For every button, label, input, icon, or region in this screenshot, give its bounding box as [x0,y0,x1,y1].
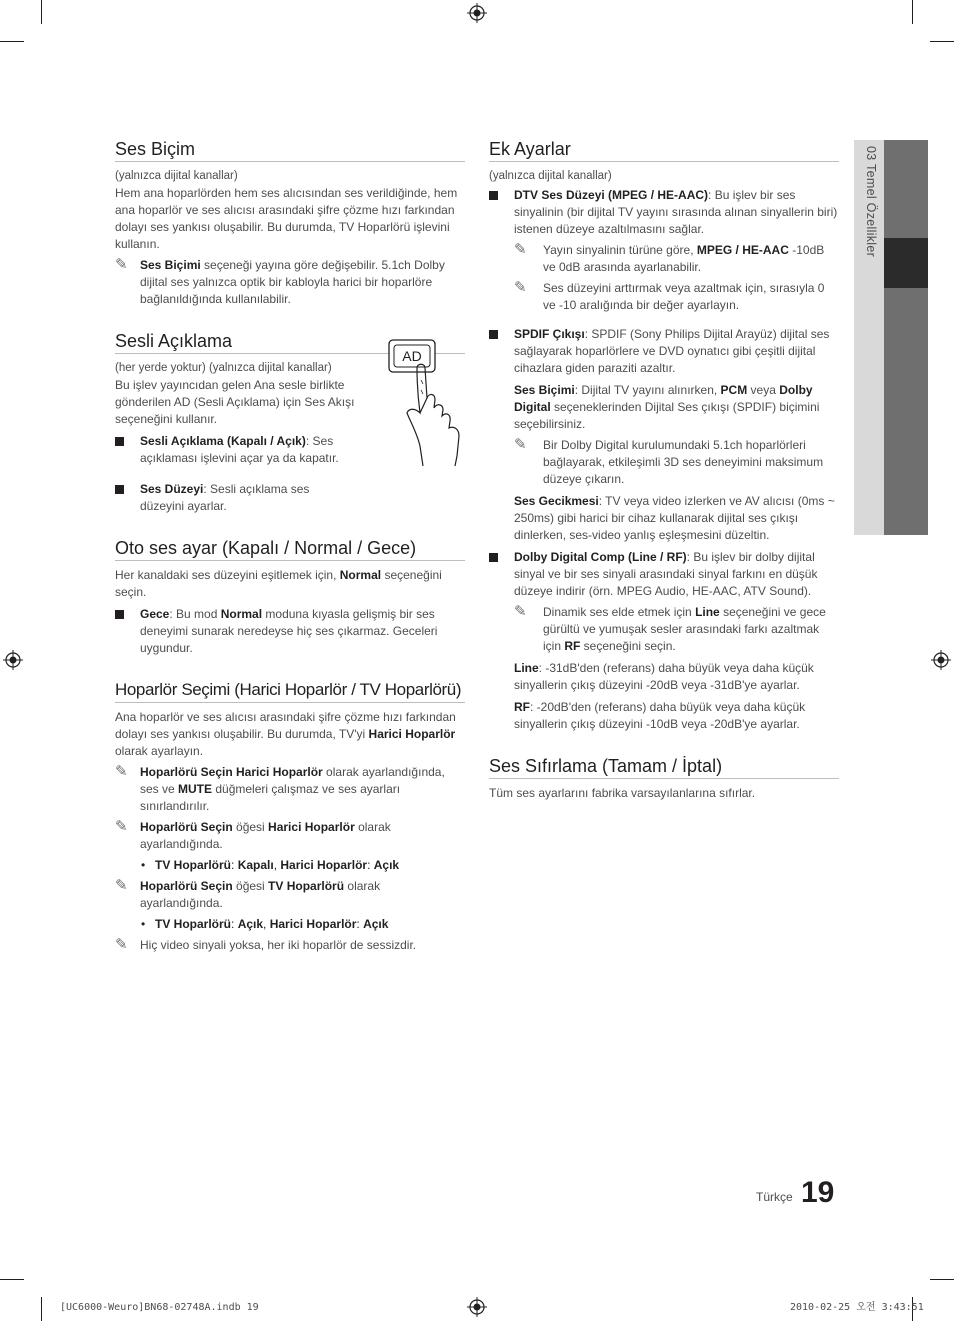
crop-mark [912,0,913,24]
bold-term: Sesli Açıklama (Kapalı / Açık) [140,434,306,448]
section-subtitle: (her yerde yoktur) (yalnızca dijital kanallar) [115,362,332,374]
square-bullet-icon [489,330,498,339]
list-item: Dolby Digital Comp (Line / RF): Bu işlev bir dolby dijital sinyal ve bir ses sinyali arasındaki sinyal farkını en düşük düzeye indirir (örn. MPEG Audio, HE-AAC, ATV Sound). [489,549,839,600]
list-item: Gece: Bu mod Normal moduna kıyasla gelişmiş bir ses deneyimi sunarak neredeyse hiç ses çıkarmaz. Geceleri uygundur. [115,606,465,657]
ad-text-block [115,377,355,515]
ad-section [115,330,465,515]
bold-term: Ses Düzeyi [140,482,204,496]
square-bullet-icon [115,437,124,446]
page-number: 19 [801,1176,835,1209]
indented-paragraph: RF: -20dB'den (referans) daha büyük veya daha küçük sinyallerin çıkış düzeyini -10dB veya -20dB'ye ayarlar. [514,700,806,731]
pencil-note-icon: ✎ [115,936,128,953]
note [115,257,465,308]
pencil-note-icon: ✎ [115,877,128,894]
paragraph: Her kanaldaki ses düzeyini eşitlemek için, Normal seçeneğini seçin. [115,568,442,599]
indented-paragraph: Line: -31dB'den (referans) daha büyük veya daha küçük sinyallerin çıkış düzeyini -20dB veya -31dB'ye ayarlar. [514,661,814,692]
section-title: Ses Sıfırlama (Tamam / İptal) [489,755,839,779]
section-subtitle: (yalnızca dijital kanallar) [115,170,238,182]
registration-mark-icon [3,650,23,670]
indented-paragraph: Ses Biçimi: Dijital TV yayını alınırken, PCM veya Dolby Digital seçeneklerinden Dijital Ses çıkışı (SPDIF) biçimini seçebilirsiniz. [514,383,820,431]
pencil-note-icon: ✎ [514,603,527,620]
note-text: seçeneği yayına göre değişebilir. 5.1ch Dolby dijital ses yalnızca optik bir kabloyla harici bir hoparlöre bağlanıldığında kullanılabilir. [140,258,445,306]
note: ✎ Ses düzeyini arttırmak veya azaltmak için, sırasıyla 0 ve -10 aralığında bir değer ayarlayın. [514,279,825,312]
pencil-note-icon: ✎ [514,241,527,258]
bullet-text: : Ses açıklaması işlevini açar ya da kapatır. [140,434,339,465]
remote-ad-button-hand-illustration [387,338,477,468]
print-slug-left: [UC6000-Weuro]BN68-02748A.indb 19 [60,1302,259,1313]
note: ✎ Hoparlörü Seçin öğesi TV Hoparlörü olarak ayarlandığında. [115,877,381,910]
note: ✎ Dinamik ses elde etmek için Line seçeneğini ve gece gürültü ve yumuşak sesler arasındaki farkı azaltmak için RF seçeneğini seçin. [514,603,826,653]
crop-mark [41,0,42,24]
left-column [115,138,465,954]
list-item: DTV Ses Düzeyi (MPEG / HE-AAC): Bu işlev bir ses sinyalinin (bir dijital TV yayını sırasında alınan sinyallerin biri) istenen düzeye azaltılmasını sağlar. [489,187,839,238]
note: ✎ Hoparlörü Seçin öğesi Harici Hoparlör olarak ayarlandığında. [115,818,391,851]
crop-mark [0,41,24,42]
section-subtitle: (yalnızca dijital kanallar) [489,170,612,182]
pencil-note-icon: ✎ [115,818,128,835]
section-title: Ses Biçim [115,138,465,162]
paragraph: Ana hoparlör ve ses alıcısı arasındaki şifre çözme hızı farkından dolayı ses yankısı oluşabilir. Bu durumda, TV'yi Harici Hoparlör olarak ayarlayın. [115,710,456,758]
side-tab-dark [884,140,928,535]
note: ✎ Bir Dolby Digital kurulumundaki 5.1ch hoparlörleri bağlayarak, etkileşimli 3D ses deneyimini maksimum düzeye çıkarın. [514,436,824,486]
crop-mark [930,1279,954,1280]
registration-mark-icon [931,650,951,670]
pencil-note-icon: ✎ [115,256,128,273]
crop-mark [930,41,954,42]
print-slug-right: 2010-02-25 오전 3:43:51 [790,1302,924,1313]
pencil-note-icon: ✎ [514,436,527,453]
square-bullet-icon [115,610,124,619]
chapter-label: 03 Temel Özellikler [864,146,878,258]
paragraph: Tüm ses ayarlarını fabrika varsayılanlarına sıfırlar. [489,786,756,800]
section-title: Oto ses ayar (Kapalı / Normal / Gece) [115,537,465,561]
side-tab-marker [884,238,928,288]
ad-button-label: AD [402,348,422,364]
chapter-side-tab [854,140,928,535]
right-column [489,138,839,802]
registration-mark-icon [467,1297,487,1317]
sub-list-item: • TV Hoparlörü: Kapalı, Harici Hoparlör: Açık [141,858,400,872]
section-title: Sesli Açıklama [115,330,465,354]
indented-paragraph: Ses Gecikmesi: TV veya video izlerken ve AV alıcısı (0ms ~ 250ms) gibi harici bir cihaz kullanarak dijital ses çıkışı dinlerken, ses-video yanlış eşleşmesini düzeltin. [514,494,835,542]
bullet-text: : Sesli açıklama ses düzeyini ayarlar. [140,482,310,513]
dot-bullet-icon: • [141,917,146,931]
square-bullet-icon [115,485,124,494]
dot-bullet-icon: • [141,858,146,872]
list-item [115,433,355,467]
section-title: Ek Ayarlar [489,138,839,162]
section-title: Hoparlör Seçimi (Harici Hoparlör / TV Hoparlörü) [115,679,465,703]
pencil-note-icon: ✎ [115,763,128,780]
footer-language: Türkçe [756,1190,793,1204]
note: ✎ Hoparlörü Seçin Harici Hoparlör olarak ayarlandığında, ses ve MUTE düğmeleri çalışmaz ve ses ayarları sınırlandırılır. [115,763,445,813]
registration-mark-icon [467,3,487,23]
crop-mark [0,1279,24,1280]
sub-list-item: • TV Hoparlörü: Açık, Harici Hoparlör: Açık [141,917,389,931]
crop-mark [41,1297,42,1321]
square-bullet-icon [489,191,498,200]
note: ✎ Yayın sinyalinin türüne göre, MPEG / HE-AAC -10dB ve 0dB arasında ayarlanabilir. [514,241,825,274]
pencil-note-icon: ✎ [514,279,527,296]
list-item [115,481,355,515]
paragraph: Hem ana hoparlörden hem ses alıcısından ses verildiğinde, hem ana hoparlör ve ses alıcısı arasındaki şifre çözme hızı farkından dolayı ses yankısı oluşabilir. Bu durumda, TV Hoparlörü işlevini kullanın. [115,186,458,251]
note: ✎ Hiç video sinyali yoksa, her iki hoparlör de sessizdir. [115,936,417,953]
paragraph: Bu işlev yayıncıdan gelen Ana sesle birlikte gönderilen AD (Sesli Açıklama) için Ses Akışı seçeneğini kullanır. [115,378,355,426]
bold-term: Ses Biçimi [140,258,201,272]
square-bullet-icon [489,553,498,562]
list-item: SPDIF Çıkışı: SPDIF (Sony Philips Dijital Arayüz) dijital ses sağlayarak hoparlörlere ve DVD oynatıcı gibi çeşitli dijital cihazlara giden paraziti azaltır. [489,326,839,377]
